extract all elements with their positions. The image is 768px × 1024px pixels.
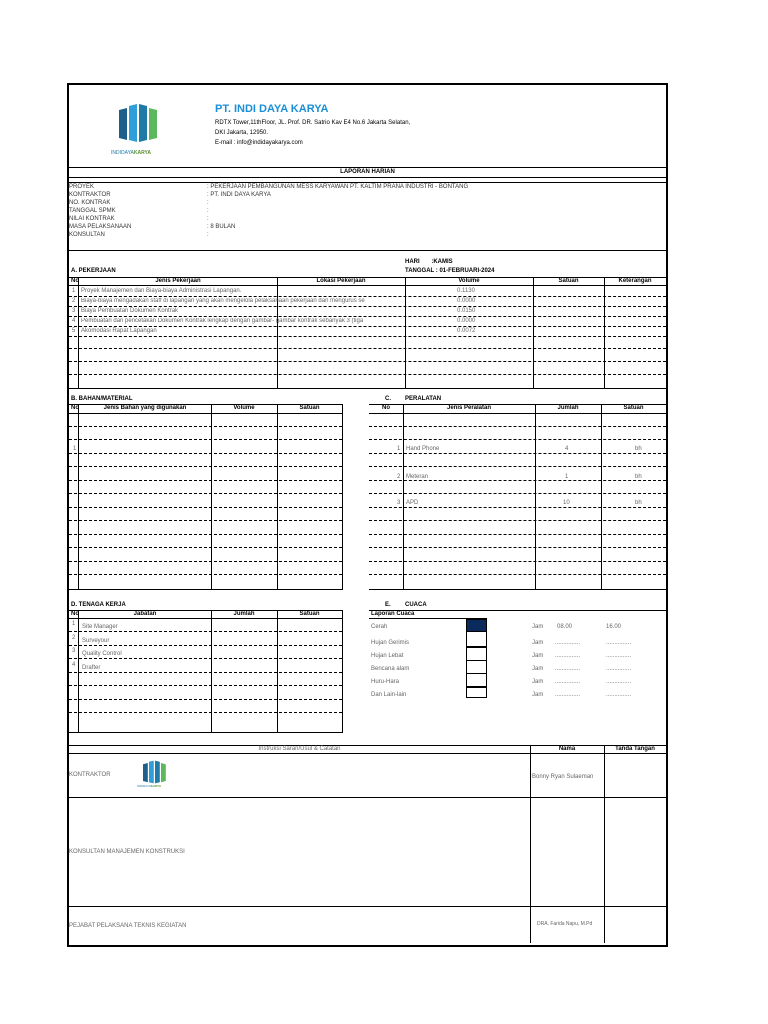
tenaga-header-no: No [71, 611, 79, 617]
row-jenis: Akomodasi Rapat Lapangan [81, 328, 157, 334]
tanda-tangan-header: Tanda Tangan [615, 746, 655, 752]
company-logo-icon [119, 102, 159, 144]
row-jabatan: Quality Control [82, 651, 122, 657]
signer-name: DRA. Farida Napu, M.Pd [537, 921, 593, 927]
logo-text-b: KARYA [133, 150, 152, 156]
jam-label: Jam [532, 692, 544, 698]
row-no: 2 [72, 298, 76, 304]
jam-from: ............... [555, 679, 581, 685]
row-volume: 0.0150 [457, 308, 476, 314]
weather-label: Hujan Lebat [371, 653, 404, 659]
jam-from: ............... [555, 640, 581, 646]
role-label: KONTRAKTOR [69, 772, 111, 778]
signature-table [69, 745, 666, 945]
row-no: 4 [72, 318, 76, 324]
row-name: APD [406, 500, 419, 506]
contractor-logo-text-b: KARYA [150, 784, 162, 788]
bahan-table [69, 404, 342, 590]
weather-checkbox[interactable] [466, 687, 487, 698]
instruksi-header: Instruksi Saran/Usul & Catatan [258, 746, 341, 752]
row-jumlah: 10 [563, 500, 570, 506]
info-label-masa-pelaksanaan: MASA PELAKSANAAN [69, 224, 132, 230]
jam-label: Jam [532, 653, 544, 659]
cuaca-panel [369, 610, 666, 733]
section-e-letter: E. [385, 602, 391, 608]
company-address-1: RDTX Tower,11thFloor, JL. Prof. DR. Satrio Kav E4 No.6 Jakarta Selatan, [215, 120, 411, 126]
row-jabatan: Drafter [82, 665, 101, 671]
row-volume: 0.1130 [457, 288, 475, 294]
tenaga-header-satuan: Satuan [299, 611, 320, 617]
bahan-header-no: No [71, 405, 79, 411]
peralatan-header-satuan: Satuan [623, 405, 644, 411]
logo-text-a: INDIDAYA [111, 150, 134, 156]
info-value-konsultan: : [207, 232, 209, 238]
row-no: 1 [397, 446, 401, 452]
pekerjaan-header-lokasi: Lokasi Pekerjaan [316, 278, 366, 284]
bahan-header-jenis: Jenis Bahan yang digunakan [103, 405, 187, 411]
info-label-no-kontrak: NO. KONTRAK [69, 200, 111, 206]
section-e-title: CUACA [405, 602, 427, 608]
row-jumlah: 4 [565, 446, 569, 452]
jam-label: Jam [532, 679, 544, 685]
header-section [69, 85, 666, 167]
jam-label: Jam [532, 640, 544, 646]
row-jumlah: 1 [565, 474, 569, 480]
weather-checkbox[interactable] [466, 673, 487, 687]
row-no: 3 [397, 500, 401, 506]
row-volume: 0.0072 [457, 328, 476, 334]
row-jenis: Pembuatan dan pencetakan Dokumen Kontrak lengkap dengan gambar- gambar kontrak sebanyak 3 (tiga [81, 318, 364, 324]
jam-to: 16.00 [606, 624, 622, 630]
jam-to: ............... [606, 653, 632, 659]
company-email: E-mail : info@indidayakarya.com [215, 140, 303, 146]
row-no: 3 [72, 308, 76, 314]
row-no: 5 [72, 328, 76, 334]
row-no: 4 [72, 662, 76, 668]
role-label: PEJABAT PELAKSANA TEKNIS KEGIATAN [69, 923, 187, 929]
weather-label: Cerah [371, 624, 388, 630]
jam-label: Jam [532, 666, 544, 672]
jam-to: ............... [606, 679, 632, 685]
day-label: HARI :KAMIS [405, 259, 453, 265]
signer-name: Bonny Ryan Sulaeman [532, 774, 594, 780]
peralatan-header-jenis: Jenis Peralatan [446, 405, 492, 411]
section-d-title: D. TENAGA KERJA [71, 602, 126, 608]
weather-label: Bencana alam [371, 666, 410, 672]
info-value-no-kontrak: : [207, 200, 209, 206]
bahan-row-marker: 1 [73, 446, 77, 452]
jam-from: 08.00 [557, 624, 573, 630]
info-label-konsultan: KONSULTAN [69, 232, 105, 238]
info-label-proyek: PROYEK [69, 184, 95, 190]
row-jabatan: Site Manager [82, 624, 118, 630]
row-no: 2 [397, 474, 401, 480]
report-title: LAPORAN HARIAN [340, 169, 395, 175]
date-label: TANGGAL : 01-FEBRUARI-2024 [405, 268, 495, 274]
bahan-header-satuan: Satuan [299, 405, 320, 411]
info-value-nilai-kontrak: : [207, 216, 209, 222]
jam-to: ............... [606, 692, 632, 698]
company-name: PT. INDI DAYA KARYA [215, 103, 329, 115]
weather-checkbox[interactable] [466, 660, 487, 674]
info-value-proyek: : PEKERJAAN PEMBANGUNAN MESS KARYAWAN PT. KALTIM PRANA INDUSTRI - BONTANG [207, 184, 469, 190]
peralatan-header-no: No [382, 405, 390, 411]
row-jabatan: Surveyour [82, 638, 110, 644]
row-jenis: Proyek Manajemen dan Biaya-biaya Administrasi Lapangan. [81, 288, 242, 294]
info-value-tanggal-spmk: : [207, 208, 209, 214]
section-c-title: PERALATAN [405, 396, 442, 402]
info-value-masa-pelaksanaan: : 8 BULAN [207, 224, 236, 230]
cuaca-subtitle: Laporan Cuaca [371, 611, 415, 617]
tenaga-table [69, 610, 342, 733]
row-no: 3 [72, 648, 76, 654]
pekerjaan-table [69, 277, 666, 389]
peralatan-table [369, 404, 666, 590]
section-b-title: B. BAHAN/MATERIAL [71, 396, 133, 402]
jam-to: ............... [606, 666, 632, 672]
weather-label: Hujan Gerimis [371, 640, 410, 646]
row-no: 1 [72, 288, 76, 294]
pekerjaan-header-satuan: Satuan [558, 278, 579, 284]
jam-label: Jam [532, 624, 544, 630]
info-value-kontraktor: : PT. INDI DAYA KARYA [207, 192, 271, 198]
jam-to: ............... [606, 640, 632, 646]
pekerjaan-header-no: No [71, 278, 79, 284]
weather-checkbox[interactable] [466, 647, 487, 661]
contractor-logo-icon [143, 759, 167, 785]
bahan-header-volume: Volume [233, 405, 255, 411]
contractor-logo-text-a: INDIDAYA [137, 784, 151, 788]
pekerjaan-header-keterangan: Keterangan [618, 278, 652, 284]
row-no: 1 [72, 621, 76, 627]
row-jenis: Biaya Pembuatan Dokumen Kontrak [81, 308, 179, 314]
role-label: KONSULTAN MANAJEMEN KONSTRUKSI [69, 849, 185, 855]
weather-checkbox[interactable] [466, 631, 487, 647]
tenaga-header-jabatan: Jabatan [133, 611, 157, 617]
weather-label: Huru-Hara [371, 679, 400, 685]
row-volume: 0.0000 [457, 298, 476, 304]
pekerjaan-header-jenis: Jenis Pekerjaan [155, 278, 201, 284]
row-no: 2 [72, 635, 76, 641]
tenaga-header-jumlah: Jumlah [233, 611, 255, 617]
row-name: Hand Phone [406, 446, 440, 452]
jam-from: ............... [555, 653, 581, 659]
row-satuan: bh [635, 474, 642, 480]
jam-from: ............... [555, 692, 581, 698]
info-label-kontraktor: KONTRAKTOR [69, 192, 111, 198]
section-a-title: A. PEKERJAAN [71, 268, 116, 274]
row-satuan: bh [635, 446, 642, 452]
row-name: Meteran [406, 474, 429, 480]
row-volume: 0.0000 [457, 318, 476, 324]
pekerjaan-header-volume: Volume [458, 278, 480, 284]
info-label-tanggal-spmk: TANGGAL SPMK [69, 208, 116, 214]
info-label-nilai-kontrak: NILAI KONTRAK [69, 216, 115, 222]
peralatan-header-jumlah: Jumlah [557, 405, 579, 411]
row-satuan: bh [635, 500, 642, 506]
weather-label: Dan Lain-lain [371, 692, 407, 698]
jam-from: ............... [555, 666, 581, 672]
section-c-letter: C. [385, 396, 391, 402]
nama-header: Nama [558, 746, 576, 752]
row-jenis: Biaya-biaya mengadakan staff di lapangan yang akan mengelola pelaksanaan pekerjaan dan mengurus se [81, 298, 365, 304]
company-address-2: DKI Jakarta, 12950. [215, 130, 269, 136]
